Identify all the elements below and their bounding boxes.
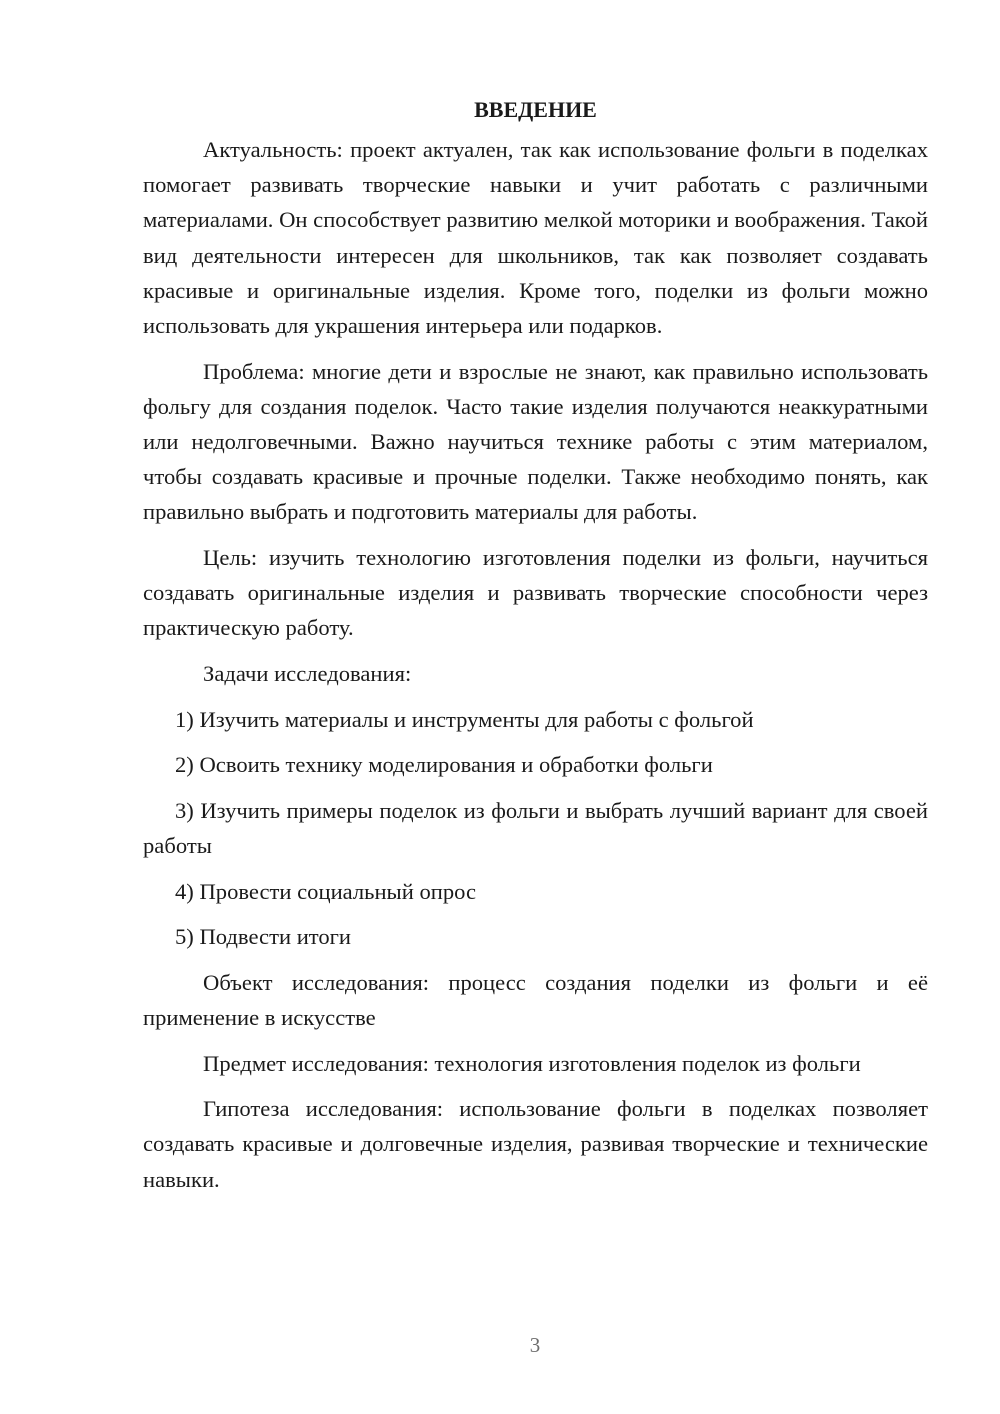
relevance-paragraph: Актуальность: проект актуален, так как использование фольги в поделках помогает развивать творческие навыки и учит работать с различными материалами. Он способствует развитию мелкой моторики и воображения. Такой вид деятельности интересен для школьников, так как позволяет создавать красивые и оригинальные изделия. Кроме того, поделки из фольги можно использовать для украшения интерьера или подарков. (143, 137, 928, 339)
goal-paragraph: Цель: изучить технологию изготовления поделки из фольги, научиться создавать оригинальные изделия и развивать творческие способности через практическую работу. (143, 545, 928, 641)
problem-paragraph: Проблема: многие дети и взрослые не знают, как правильно использовать фольгу для создания поделок. Часто такие изделия получаются неаккуратными или недолговечными. Важно научиться технике работы с этим материалом, чтобы создавать красивые и прочные поделки. Также необходимо понять, как правильно выбрать и подготовить материалы для работы. (143, 358, 928, 525)
tasks-heading: Задачи исследования: (203, 661, 412, 687)
document-page (143, 92, 928, 1207)
task-item-5: 5) Подвести итоги (175, 924, 352, 950)
task-item-4: 4) Провести социальный опрос (175, 878, 477, 904)
page-number: 3 (529, 1333, 541, 1357)
hypothesis-paragraph: Гипотеза исследования: использование фольги в поделках позволяет создавать красивые и долговечные изделия, развивая творческие и технические навыки. (143, 1096, 928, 1192)
section-heading: ВВЕДЕНИЕ (474, 97, 597, 122)
subject-paragraph: Предмет исследования: технология изготовления поделок из фольги (203, 1050, 861, 1076)
task-item-2: 2) Освоить технику моделирования и обработки фольги (175, 752, 713, 778)
task-item-3: 3) Изучить примеры поделок из фольги и выбрать лучший вариант для своей работы (143, 797, 928, 858)
object-paragraph: Объект исследования: процесс создания поделки из фольги и её применение в искусстве (143, 969, 928, 1030)
task-item-1: 1) Изучить материалы и инструменты для работы с фольгой (175, 706, 754, 732)
